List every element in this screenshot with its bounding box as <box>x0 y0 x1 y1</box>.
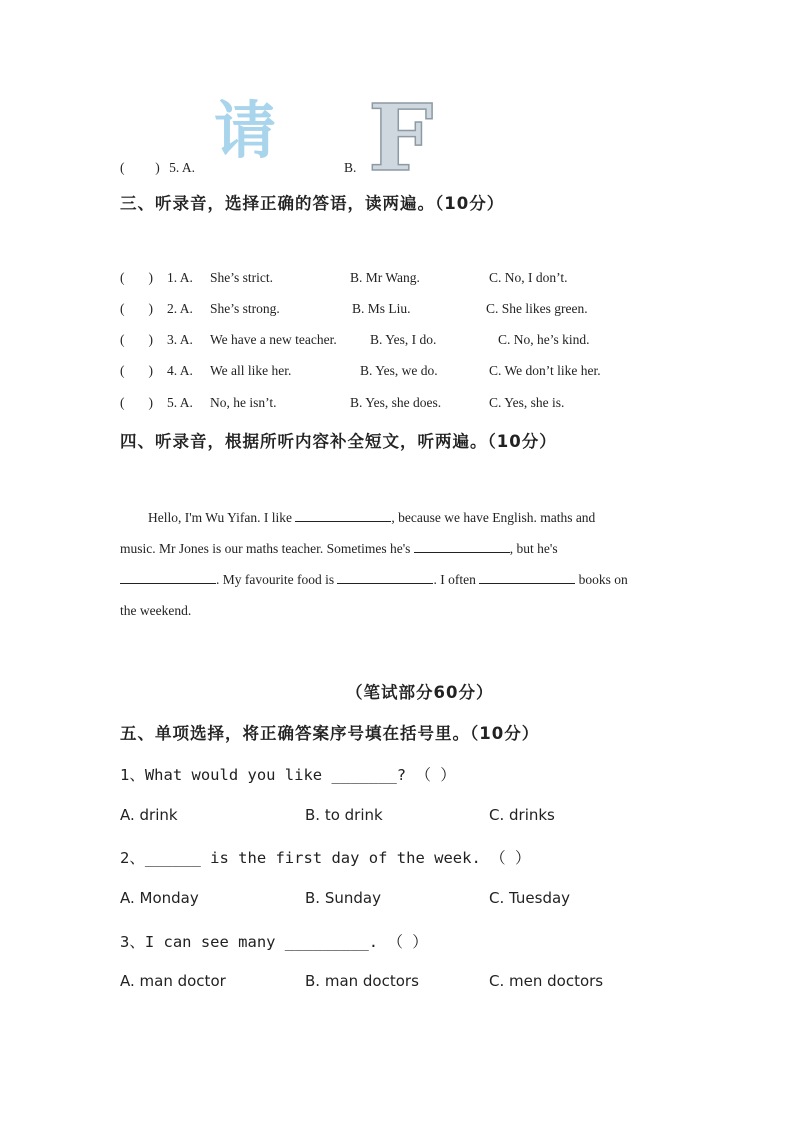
blank-1[interactable] <box>295 509 391 522</box>
section4-heading: 四、听录音，根据所听内容补全短文，听两遍。（10分） <box>120 432 557 451</box>
listening-item-4 <box>120 363 153 379</box>
option-b: B. Mr Wang. <box>350 270 420 285</box>
option-c: C. Yes, she is. <box>489 395 565 410</box>
option-a: She’s strong. <box>210 301 280 316</box>
option-b: B. Yes, I do. <box>370 332 437 347</box>
mc-question-3: 3、I can see many _________. （ ） <box>120 933 428 951</box>
answer-paren-open[interactable]: ( <box>120 363 125 378</box>
choice-b[interactable]: B. man doctors <box>305 972 419 990</box>
option-b-picture: F <box>368 84 434 192</box>
choice-b[interactable]: B. Sunday <box>305 889 381 907</box>
passage-line-2: music. Mr Jones is our maths teacher. Sometimes he's , but he's <box>120 541 558 556</box>
section3-heading: 三、听录音，选择正确的答语，读两遍。（10分） <box>120 194 505 213</box>
listening-item-2 <box>120 301 153 317</box>
mc-question-2: 2、______ is the first day of the week. （ ） <box>120 849 531 867</box>
option-c: C. She likes green. <box>486 301 588 316</box>
option-b: B. Yes, we do. <box>360 363 438 378</box>
choice-c[interactable]: C. men doctors <box>489 972 604 990</box>
blank-3[interactable] <box>120 571 216 584</box>
option-b: B. Ms Liu. <box>352 301 411 316</box>
item-number: 5. A. <box>167 395 193 410</box>
choice-a[interactable]: A. drink <box>120 806 178 824</box>
answer-paren-close: ) <box>148 270 153 285</box>
item-number: 3. A. <box>167 332 193 347</box>
answer-paren-open[interactable]: ( <box>120 301 125 316</box>
q5-label: 5. A. <box>169 160 196 175</box>
answer-paren-open[interactable]: ( <box>120 160 125 175</box>
answer-paren-close: ) <box>155 160 160 175</box>
option-b: B. Yes, she does. <box>350 395 442 410</box>
choice-c[interactable]: C. Tuesday <box>489 889 571 907</box>
blank-2[interactable] <box>414 540 510 553</box>
listening-item-5 <box>120 395 153 411</box>
written-part-title: （笔试部分60分） <box>346 683 494 702</box>
answer-paren-close: ) <box>148 301 153 316</box>
blank-5[interactable] <box>479 571 575 584</box>
blank-4[interactable] <box>337 571 433 584</box>
choice-c[interactable]: C. drinks <box>489 806 555 824</box>
listening-item-1 <box>120 270 153 286</box>
answer-paren-close: ) <box>148 363 153 378</box>
answer-paren-open[interactable]: ( <box>120 332 125 347</box>
option-c: C. We don’t like her. <box>489 363 601 378</box>
option-a: We have a new teacher. <box>210 332 337 347</box>
option-c: C. No, he’s kind. <box>498 332 590 347</box>
q5-option-b-label: B. <box>344 160 357 175</box>
answer-paren-open[interactable]: ( <box>120 395 125 410</box>
mc-question-1: 1、What would you like _______? （ ） <box>120 766 456 784</box>
option-a: She’s strict. <box>210 270 273 285</box>
passage-line-4: the weekend. <box>120 603 192 618</box>
choice-a[interactable]: A. Monday <box>120 889 199 907</box>
item-number: 4. A. <box>167 363 193 378</box>
option-a-picture: 请 <box>214 94 277 167</box>
section5-heading: 五、单项选择，将正确答案序号填在括号里。（10分） <box>120 724 540 743</box>
answer-paren-close: ) <box>148 395 153 410</box>
answer-paren-close: ) <box>148 332 153 347</box>
item-number: 2. A. <box>167 301 193 316</box>
q5-top-row <box>120 160 195 176</box>
choice-a[interactable]: A. man doctor <box>120 972 226 990</box>
listening-item-3 <box>120 332 153 348</box>
choice-b[interactable]: B. to drink <box>305 806 383 824</box>
option-a: No, he isn’t. <box>210 395 277 410</box>
passage-line-1: Hello, I'm Wu Yifan. I like , because we have English. maths and <box>148 510 596 525</box>
option-c: C. No, I don’t. <box>489 270 568 285</box>
item-number: 1. A. <box>167 270 193 285</box>
passage-line-3: . My favourite food is . I often books on <box>120 571 628 588</box>
answer-paren-open[interactable]: ( <box>120 270 125 285</box>
option-a: We all like her. <box>210 363 292 378</box>
